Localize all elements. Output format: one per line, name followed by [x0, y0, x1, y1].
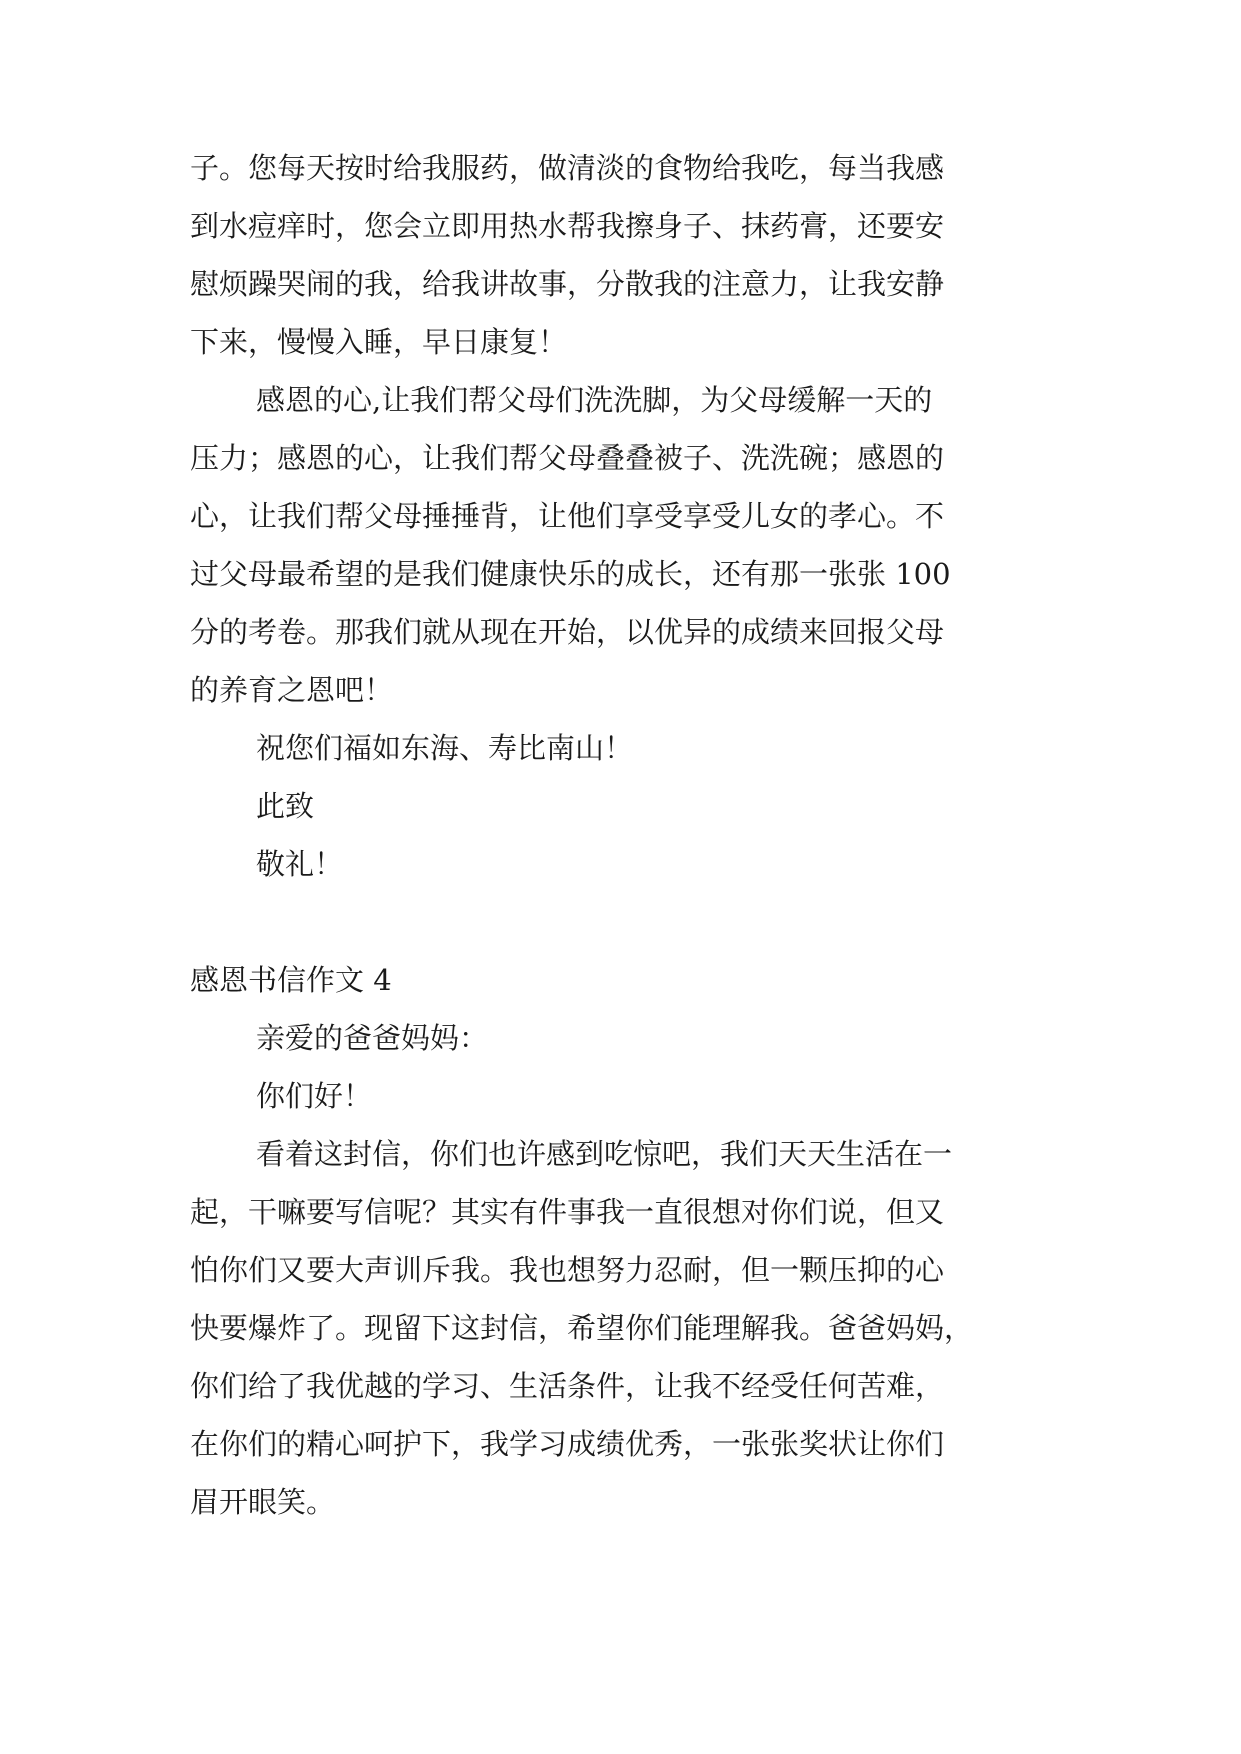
closing-line: 敬礼！ [256, 847, 344, 881]
text-line: 慰烦躁哭闹的我，给我讲故事，分散我的注意力，让我安静 [190, 267, 945, 301]
text-line: 心，让我们帮父母捶捶背，让他们享受享受儿女的孝心。不 [190, 499, 945, 533]
text-line: 感恩的心,让我们帮父母们洗洗脚，为父母缓解一天的 [256, 383, 933, 417]
text-line: 快要爆炸了。现留下这封信，希望你们能理解我。爸爸妈妈， [190, 1311, 974, 1345]
text-line: 的养育之恩吧！ [190, 673, 394, 707]
text-line: 到水痘痒时，您会立即用热水帮我擦身子、抹药膏，还要安 [190, 209, 945, 243]
text-line: 下来，慢慢入睡，早日康复！ [190, 325, 568, 359]
blessing-line: 祝您们福如东海、寿比南山！ [256, 731, 634, 765]
text-line: 你们给了我优越的学习、生活条件，让我不经受任何苦难， [190, 1369, 945, 1403]
text-line: 怕你们又要大声训斥我。我也想努力忍耐，但一颗压抑的心 [190, 1253, 945, 1287]
text-line: 看着这封信，你们也许感到吃惊吧，我们天天生活在一 [256, 1137, 953, 1171]
text-line: 过父母最希望的是我们健康快乐的成长，还有那一张张 100 [190, 557, 951, 591]
text-line: 分的考卷。那我们就从现在开始，以优异的成绩来回报父母 [190, 615, 945, 649]
text-line: 子。您每天按时给我服药，做清淡的食物给我吃，每当我感 [190, 151, 945, 185]
text-line: 眉开眼笑。 [190, 1485, 336, 1519]
text-line: 起，干嘛要写信呢？其实有件事我一直很想对你们说，但又 [190, 1195, 945, 1229]
text-line: 在你们的精心呵护下，我学习成绩优秀，一张张奖状让你们 [190, 1427, 945, 1461]
section-title: 感恩书信作文 4 [190, 963, 392, 997]
greeting-line: 你们好！ [256, 1079, 373, 1113]
salutation-line: 亲爱的爸爸妈妈： [256, 1021, 489, 1055]
text-line: 压力；感恩的心，让我们帮父母叠叠被子、洗洗碗；感恩的 [190, 441, 945, 475]
closing-line: 此致 [256, 789, 315, 823]
